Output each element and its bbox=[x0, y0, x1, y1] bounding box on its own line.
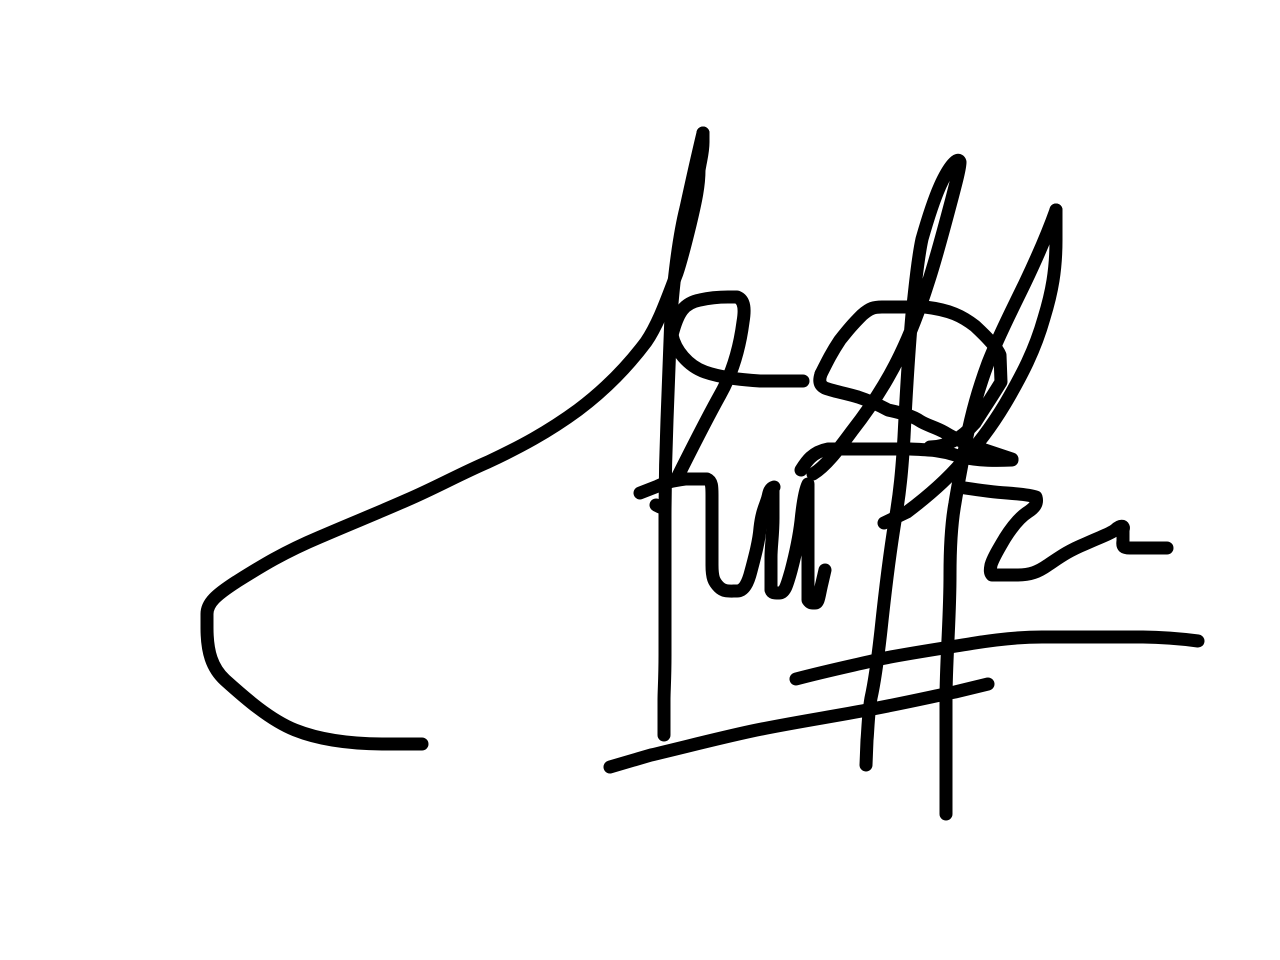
signature-stroke-tail bbox=[207, 133, 703, 744]
signature-stroke-loop bbox=[672, 297, 744, 478]
signature-stroke-right-tail bbox=[965, 488, 1167, 575]
signature-stroke-underline-upper bbox=[796, 637, 1198, 679]
signature-stroke-hump-2 bbox=[771, 484, 825, 603]
signature-stroke-cross-left bbox=[656, 505, 660, 507]
signature-stroke-right-tall bbox=[946, 210, 1056, 814]
